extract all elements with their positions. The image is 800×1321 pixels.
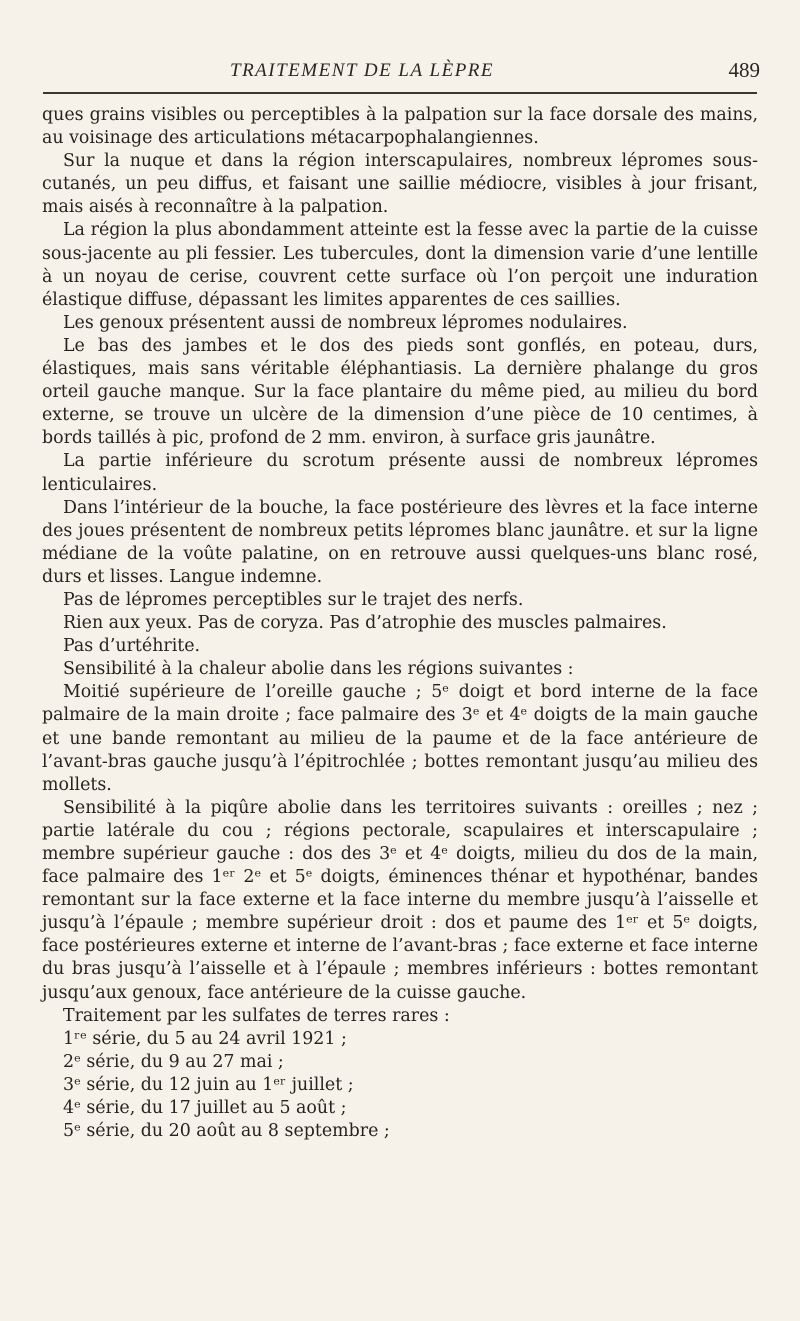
treatment-series: 4ᵉ série, du 17 juillet au 5 août ; bbox=[63, 1098, 347, 1119]
header-rule bbox=[43, 92, 757, 94]
treatment-series: 1ʳᵉ série, du 5 au 24 avril 1921 ; bbox=[63, 1028, 347, 1049]
paragraph: Traitement par les sulfates de terres rares : bbox=[63, 1005, 450, 1026]
body-text bbox=[42, 104, 758, 1143]
paragraph: Moitié supérieure de l’oreille gauche ; 5ᵉ doigt et bord interne de la face palmaire de la main droite ; face palmaire des 3ᵉ et 4ᵉ doigts de la main gauche et une bande remontant au milieu de la paume et de la face antérieure de l’avant-bras gauche jusqu’à l’épitrochlée ; bottes remontant jusqu’au milieu des mollets. bbox=[42, 682, 758, 795]
running-title: TRAITEMENT DE LA LÈPRE bbox=[230, 60, 495, 81]
paragraph: Les genoux présentent aussi de nombreux lépromes nodulaires. bbox=[63, 312, 628, 333]
paragraph: Pas d’urtéhrite. bbox=[63, 636, 201, 657]
paragraph: La région la plus abondamment atteinte est la fesse avec la partie de la cuisse sous-jacente au pli fessier. Les tubercules, dont la dimension varie d’une lentille à un noyau de cerise, couvrent cette surface où l’on perçoit une induration élastique diffuse, dépassant les limites apparentes de ces saillies. bbox=[42, 220, 758, 310]
paragraph: ques grains visibles ou perceptibles à la palpation sur la face dorsale des mains, au voisinage des articulations métacarpophalangiennes. bbox=[42, 105, 758, 149]
paragraph: Le bas des jambes et le dos des pieds sont gonflés, en poteau, durs, élastiques, mais sans véritable éléphantiasis. La dernière phalange du gros orteil gauche manque. Sur la face plantaire du même pied, au milieu du bord externe, se trouve un ulcère de la dimension d’une pièce de 10 centimes, à bords taillés à pic, profond de 2 mm. environ, à surface gris jaunâtre. bbox=[42, 335, 758, 449]
paragraph: Sensibilité à la chaleur abolie dans les régions suivantes : bbox=[63, 659, 574, 680]
treatment-series: 5ᵉ série, du 20 août au 8 septembre ; bbox=[63, 1121, 390, 1142]
paragraph: La partie inférieure du scrotum présente aussi de nombreux lépromes lenticulaires. bbox=[42, 451, 758, 495]
page-header bbox=[40, 58, 760, 92]
treatment-series: 3ᵉ série, du 12 juin au 1ᵉʳ juillet ; bbox=[63, 1074, 354, 1095]
paragraph: Pas de lépromes perceptibles sur le trajet des nerfs. bbox=[63, 589, 524, 610]
paragraph: Sensibilité à la piqûre abolie dans les territoires suivants : oreilles ; nez ; partie latérale du cou ; régions pectorale, scapulaires et interscapulaire ; membre supérieur gauche : dos des 3ᵉ et 4ᵉ doigts, milieu du dos de la main, face palmaire des 1ᵉʳ 2ᵉ et 5ᵉ doigts, éminences thénar et hypothénar, bandes remontant sur la face externe et la face interne du membre jusqu’à l’aisselle et jusqu’à l’épaule ; membre supérieur droit : dos et paume des 1ᵉʳ et 5ᵉ doigts, face postérieures externe et interne de l’avant-bras ; face externe et face interne du bras jusqu’à l’aisselle et à l’épaule ; membres inférieurs : bottes remontant jusqu’aux genoux, face antérieure de la cuisse gauche. bbox=[42, 797, 758, 1003]
page-number: 489 bbox=[728, 58, 760, 82]
paragraph: Sur la nuque et dans la région interscapulaires, nombreux lépromes sous-cutanés, un peu diffus, et faisant une saillie médiocre, visibles à jour frisant, mais aisés à reconnaître à la palpation. bbox=[42, 151, 758, 218]
paragraph: Dans l’intérieur de la bouche, la face postérieure des lèvres et la face interne des joues présentent de nombreux petits lépromes blanc jaunâtre. et sur la ligne médiane de la voûte palatine, on en retrouve aussi quelques-uns blanc rosé, durs et lisses. Langue indemne. bbox=[42, 497, 758, 587]
treatment-series: 2ᵉ série, du 9 au 27 mai ; bbox=[63, 1051, 284, 1072]
paragraph: Rien aux yeux. Pas de coryza. Pas d’atrophie des muscles palmaires. bbox=[63, 613, 667, 634]
